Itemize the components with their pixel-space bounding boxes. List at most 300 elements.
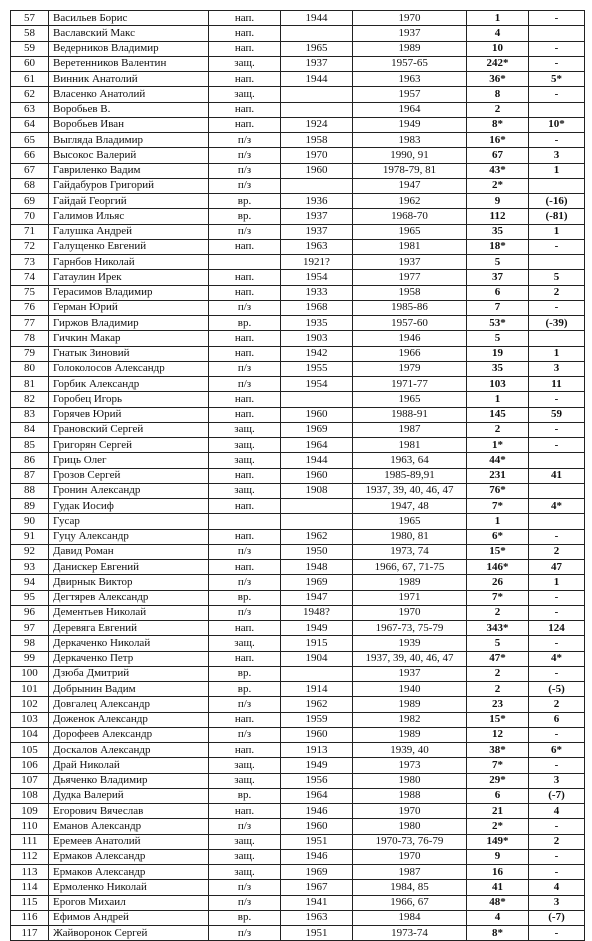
birth-year-cell: 1959 xyxy=(281,712,353,727)
position-cell: нап. xyxy=(209,11,281,26)
table-row xyxy=(11,255,585,270)
row-number-cell: 70 xyxy=(11,209,49,224)
seasons-cell: 1966, 67, 71-75 xyxy=(353,560,467,575)
seasons-cell: 1981 xyxy=(353,438,467,453)
seasons-cell: 1980, 81 xyxy=(353,529,467,544)
player-name-cell: Васильев Борис xyxy=(49,11,209,26)
position-cell: защ. xyxy=(209,849,281,864)
seasons-cell: 1985-86 xyxy=(353,300,467,315)
player-name-cell: Герман Юрий xyxy=(49,300,209,315)
table-row xyxy=(11,605,585,620)
goals-cell xyxy=(529,514,585,529)
position-cell: п/з xyxy=(209,895,281,910)
row-number-cell: 113 xyxy=(11,865,49,880)
birth-year-cell: 1955 xyxy=(281,361,353,376)
goals-cell xyxy=(529,255,585,270)
player-name-cell: Ведерников Владимир xyxy=(49,41,209,56)
goals-cell: - xyxy=(529,819,585,834)
games-cell: 21 xyxy=(467,804,529,819)
seasons-cell: 1977 xyxy=(353,270,467,285)
seasons-cell: 1970-73, 76-79 xyxy=(353,834,467,849)
seasons-cell: 1939, 40 xyxy=(353,743,467,758)
position-cell: п/з xyxy=(209,819,281,834)
player-name-cell: Доскалов Александр xyxy=(49,743,209,758)
row-number-cell: 77 xyxy=(11,316,49,331)
player-name-cell: Довгалец Александр xyxy=(49,697,209,712)
position-cell: защ. xyxy=(209,834,281,849)
player-name-cell: Галушка Андрей xyxy=(49,224,209,239)
birth-year-cell: 1948? xyxy=(281,605,353,620)
birth-year-cell: 1963 xyxy=(281,910,353,925)
player-name-cell: Власенко Анатолий xyxy=(49,87,209,102)
row-number-cell: 58 xyxy=(11,26,49,41)
player-name-cell: Григорян Сергей xyxy=(49,438,209,453)
games-cell: 6 xyxy=(467,788,529,803)
row-number-cell: 92 xyxy=(11,544,49,559)
position-cell: нап. xyxy=(209,270,281,285)
row-number-cell: 95 xyxy=(11,590,49,605)
row-number-cell: 106 xyxy=(11,758,49,773)
birth-year-cell: 1947 xyxy=(281,590,353,605)
table-row xyxy=(11,133,585,148)
goals-cell: 3 xyxy=(529,361,585,376)
player-name-cell: Гиржов Владимир xyxy=(49,316,209,331)
games-cell: 5 xyxy=(467,636,529,651)
games-cell: 48* xyxy=(467,895,529,910)
row-number-cell: 78 xyxy=(11,331,49,346)
birth-year-cell: 1936 xyxy=(281,194,353,209)
games-cell: 16 xyxy=(467,865,529,880)
row-number-cell: 57 xyxy=(11,11,49,26)
goals-cell: 2 xyxy=(529,544,585,559)
games-cell: 10 xyxy=(467,41,529,56)
row-number-cell: 65 xyxy=(11,133,49,148)
games-cell: 9 xyxy=(467,194,529,209)
birth-year-cell xyxy=(281,178,353,193)
position-cell: защ. xyxy=(209,438,281,453)
player-name-cell: Воробьев Иван xyxy=(49,117,209,132)
birth-year-cell: 1937 xyxy=(281,56,353,71)
birth-year-cell: 1933 xyxy=(281,285,353,300)
seasons-cell: 1937 xyxy=(353,26,467,41)
row-number-cell: 66 xyxy=(11,148,49,163)
goals-cell xyxy=(529,26,585,41)
player-name-cell: Гарнбов Николай xyxy=(49,255,209,270)
games-cell: 37 xyxy=(467,270,529,285)
goals-cell: - xyxy=(529,56,585,71)
seasons-cell: 1947, 48 xyxy=(353,499,467,514)
seasons-cell: 1989 xyxy=(353,41,467,56)
birth-year-cell: 1956 xyxy=(281,773,353,788)
table-row xyxy=(11,834,585,849)
birth-year-cell: 1908 xyxy=(281,483,353,498)
games-cell: 23 xyxy=(467,697,529,712)
position-cell xyxy=(209,255,281,270)
games-cell: 15* xyxy=(467,712,529,727)
birth-year-cell: 1960 xyxy=(281,407,353,422)
table-row xyxy=(11,41,585,56)
goals-cell: 3 xyxy=(529,148,585,163)
games-cell: 2* xyxy=(467,819,529,834)
seasons-cell: 1987 xyxy=(353,865,467,880)
table-row xyxy=(11,102,585,117)
birth-year-cell: 1962 xyxy=(281,529,353,544)
row-number-cell: 101 xyxy=(11,682,49,697)
table-row xyxy=(11,438,585,453)
table-row xyxy=(11,392,585,407)
goals-cell: 2 xyxy=(529,285,585,300)
games-cell: 2 xyxy=(467,682,529,697)
table-row xyxy=(11,575,585,590)
goals-cell: 47 xyxy=(529,560,585,575)
player-name-cell: Гичкин Макар xyxy=(49,331,209,346)
goals-cell: - xyxy=(529,758,585,773)
games-cell: 149* xyxy=(467,834,529,849)
position-cell: вр. xyxy=(209,682,281,697)
birth-year-cell: 1969 xyxy=(281,865,353,880)
position-cell: п/з xyxy=(209,224,281,239)
table-row xyxy=(11,270,585,285)
goals-cell: (-16) xyxy=(529,194,585,209)
table-row xyxy=(11,11,585,26)
player-name-cell: Жайворонок Сергей xyxy=(49,926,209,941)
birth-year-cell: 1951 xyxy=(281,926,353,941)
position-cell: нап. xyxy=(209,712,281,727)
seasons-cell: 1967-73, 75-79 xyxy=(353,621,467,636)
player-name-cell: Ермоленко Николай xyxy=(49,880,209,895)
birth-year-cell: 1960 xyxy=(281,727,353,742)
row-number-cell: 91 xyxy=(11,529,49,544)
position-cell: нап. xyxy=(209,499,281,514)
goals-cell xyxy=(529,178,585,193)
games-cell: 41 xyxy=(467,880,529,895)
games-cell: 112 xyxy=(467,209,529,224)
player-name-cell: Гнатык Зиновий xyxy=(49,346,209,361)
birth-year-cell: 1950 xyxy=(281,544,353,559)
row-number-cell: 96 xyxy=(11,605,49,620)
row-number-cell: 86 xyxy=(11,453,49,468)
goals-cell: - xyxy=(529,727,585,742)
goals-cell: 4 xyxy=(529,880,585,895)
player-name-cell: Гриць Олег xyxy=(49,453,209,468)
table-row xyxy=(11,26,585,41)
seasons-cell: 1973 xyxy=(353,758,467,773)
row-number-cell: 93 xyxy=(11,560,49,575)
table-row xyxy=(11,910,585,925)
goals-cell: - xyxy=(529,133,585,148)
games-cell: 29* xyxy=(467,773,529,788)
row-number-cell: 69 xyxy=(11,194,49,209)
position-cell: вр. xyxy=(209,316,281,331)
birth-year-cell: 1969 xyxy=(281,422,353,437)
games-cell: 146* xyxy=(467,560,529,575)
table-row xyxy=(11,651,585,666)
row-number-cell: 102 xyxy=(11,697,49,712)
birth-year-cell: 1924 xyxy=(281,117,353,132)
games-cell: 15* xyxy=(467,544,529,559)
games-cell: 36* xyxy=(467,72,529,87)
position-cell: п/з xyxy=(209,133,281,148)
birth-year-cell: 1948 xyxy=(281,560,353,575)
table-row xyxy=(11,72,585,87)
player-rows xyxy=(11,11,585,941)
birth-year-cell: 1944 xyxy=(281,72,353,87)
table-row xyxy=(11,865,585,880)
table-row xyxy=(11,361,585,376)
position-cell: защ. xyxy=(209,422,281,437)
goals-cell: - xyxy=(529,590,585,605)
player-name-cell: Данискер Евгений xyxy=(49,560,209,575)
position-cell: п/з xyxy=(209,697,281,712)
row-number-cell: 85 xyxy=(11,438,49,453)
goals-cell: - xyxy=(529,11,585,26)
birth-year-cell: 1942 xyxy=(281,346,353,361)
position-cell: п/з xyxy=(209,575,281,590)
table-row xyxy=(11,148,585,163)
row-number-cell: 112 xyxy=(11,849,49,864)
row-number-cell: 60 xyxy=(11,56,49,71)
birth-year-cell xyxy=(281,392,353,407)
birth-year-cell: 1962 xyxy=(281,697,353,712)
goals-cell: 11 xyxy=(529,377,585,392)
row-number-cell: 97 xyxy=(11,621,49,636)
player-name-cell: Егорович Вячеслав xyxy=(49,804,209,819)
position-cell: нап. xyxy=(209,41,281,56)
player-name-cell: Еманов Александр xyxy=(49,819,209,834)
position-cell: вр. xyxy=(209,590,281,605)
player-name-cell: Винник Анатолий xyxy=(49,72,209,87)
position-cell: п/з xyxy=(209,163,281,178)
goals-cell: 1 xyxy=(529,224,585,239)
goals-cell: 5* xyxy=(529,72,585,87)
table-row xyxy=(11,209,585,224)
goals-cell xyxy=(529,453,585,468)
row-number-cell: 115 xyxy=(11,895,49,910)
goals-cell: 4* xyxy=(529,651,585,666)
seasons-cell: 1946 xyxy=(353,331,467,346)
games-cell: 103 xyxy=(467,377,529,392)
seasons-cell: 1989 xyxy=(353,727,467,742)
birth-year-cell xyxy=(281,102,353,117)
player-name-cell: Дорофеев Александр xyxy=(49,727,209,742)
position-cell: п/з xyxy=(209,880,281,895)
table-row xyxy=(11,819,585,834)
table-row xyxy=(11,788,585,803)
player-name-cell: Драй Николай xyxy=(49,758,209,773)
birth-year-cell: 1954 xyxy=(281,270,353,285)
position-cell: нап. xyxy=(209,346,281,361)
birth-year-cell: 1963 xyxy=(281,239,353,254)
goals-cell xyxy=(529,102,585,117)
seasons-cell: 1989 xyxy=(353,697,467,712)
player-name-cell: Доженок Александр xyxy=(49,712,209,727)
seasons-cell: 1957-65 xyxy=(353,56,467,71)
seasons-cell: 1965 xyxy=(353,224,467,239)
games-cell: 1 xyxy=(467,514,529,529)
row-number-cell: 114 xyxy=(11,880,49,895)
position-cell: нап. xyxy=(209,560,281,575)
goals-cell: 2 xyxy=(529,697,585,712)
games-cell: 5 xyxy=(467,331,529,346)
position-cell: защ. xyxy=(209,56,281,71)
row-number-cell: 74 xyxy=(11,270,49,285)
seasons-cell: 1964 xyxy=(353,102,467,117)
position-cell: п/з xyxy=(209,727,281,742)
birth-year-cell: 1954 xyxy=(281,377,353,392)
position-cell: нап. xyxy=(209,651,281,666)
games-cell: 4 xyxy=(467,26,529,41)
position-cell: вр. xyxy=(209,194,281,209)
table-row xyxy=(11,804,585,819)
table-row xyxy=(11,331,585,346)
seasons-cell: 1970 xyxy=(353,605,467,620)
birth-year-cell: 1903 xyxy=(281,331,353,346)
games-cell: 7 xyxy=(467,300,529,315)
table-row xyxy=(11,743,585,758)
position-cell: нап. xyxy=(209,529,281,544)
birth-year-cell: 1964 xyxy=(281,438,353,453)
table-row xyxy=(11,163,585,178)
table-row xyxy=(11,682,585,697)
player-name-cell: Выгляда Владимир xyxy=(49,133,209,148)
player-name-cell: Дегтярев Александр xyxy=(49,590,209,605)
seasons-cell: 1937 xyxy=(353,255,467,270)
games-cell: 2* xyxy=(467,178,529,193)
table-row xyxy=(11,422,585,437)
goals-cell: 5 xyxy=(529,270,585,285)
player-name-cell: Воробьев В. xyxy=(49,102,209,117)
position-cell xyxy=(209,514,281,529)
row-number-cell: 88 xyxy=(11,483,49,498)
birth-year-cell: 1949 xyxy=(281,758,353,773)
goals-cell: 59 xyxy=(529,407,585,422)
games-cell: 145 xyxy=(467,407,529,422)
row-number-cell: 67 xyxy=(11,163,49,178)
player-name-cell: Горбик Александр xyxy=(49,377,209,392)
table-row xyxy=(11,316,585,331)
row-number-cell: 117 xyxy=(11,926,49,941)
seasons-cell: 1984, 85 xyxy=(353,880,467,895)
goals-cell: (-7) xyxy=(529,788,585,803)
row-number-cell: 94 xyxy=(11,575,49,590)
birth-year-cell xyxy=(281,666,353,681)
position-cell: вр. xyxy=(209,788,281,803)
position-cell: нап. xyxy=(209,804,281,819)
table-row xyxy=(11,666,585,681)
games-cell: 9 xyxy=(467,849,529,864)
goals-cell: (-7) xyxy=(529,910,585,925)
table-row xyxy=(11,895,585,910)
goals-cell: 6* xyxy=(529,743,585,758)
position-cell: защ. xyxy=(209,758,281,773)
player-name-cell: Грановский Сергей xyxy=(49,422,209,437)
player-name-cell: Дудка Валерий xyxy=(49,788,209,803)
table-row xyxy=(11,880,585,895)
row-number-cell: 59 xyxy=(11,41,49,56)
games-cell: 4 xyxy=(467,910,529,925)
position-cell: защ. xyxy=(209,453,281,468)
seasons-cell: 1940 xyxy=(353,682,467,697)
table-row xyxy=(11,727,585,742)
table-row xyxy=(11,697,585,712)
player-name-cell: Добрынин Вадим xyxy=(49,682,209,697)
player-name-cell: Высокос Валерий xyxy=(49,148,209,163)
seasons-cell: 1965 xyxy=(353,514,467,529)
games-cell: 2 xyxy=(467,422,529,437)
goals-cell: 6 xyxy=(529,712,585,727)
position-cell: п/з xyxy=(209,544,281,559)
position-cell: вр. xyxy=(209,209,281,224)
player-name-cell: Гусар xyxy=(49,514,209,529)
seasons-cell: 1962 xyxy=(353,194,467,209)
player-name-cell: Галимов Ильяс xyxy=(49,209,209,224)
birth-year-cell: 1964 xyxy=(281,788,353,803)
table-row xyxy=(11,224,585,239)
player-name-cell: Дзюба Дмитрий xyxy=(49,666,209,681)
player-name-cell: Гронин Александр xyxy=(49,483,209,498)
table-row xyxy=(11,636,585,651)
games-cell: 53* xyxy=(467,316,529,331)
player-name-cell: Грозов Сергей xyxy=(49,468,209,483)
games-cell: 18* xyxy=(467,239,529,254)
seasons-cell: 1957 xyxy=(353,87,467,102)
goals-cell: - xyxy=(529,636,585,651)
player-name-cell: Веретенников Валентин xyxy=(49,56,209,71)
seasons-cell: 1982 xyxy=(353,712,467,727)
birth-year-cell: 1960 xyxy=(281,819,353,834)
player-name-cell: Герасимов Владимир xyxy=(49,285,209,300)
goals-cell: 3 xyxy=(529,895,585,910)
birth-year-cell: 1949 xyxy=(281,621,353,636)
games-cell: 6 xyxy=(467,285,529,300)
goals-cell: 1 xyxy=(529,575,585,590)
table-row xyxy=(11,117,585,132)
seasons-cell: 1983 xyxy=(353,133,467,148)
goals-cell xyxy=(529,331,585,346)
birth-year-cell: 1960 xyxy=(281,163,353,178)
table-row xyxy=(11,453,585,468)
position-cell: п/з xyxy=(209,300,281,315)
goals-cell: - xyxy=(529,865,585,880)
games-cell: 5 xyxy=(467,255,529,270)
table-row xyxy=(11,483,585,498)
games-cell: 231 xyxy=(467,468,529,483)
table-row xyxy=(11,377,585,392)
seasons-cell: 1949 xyxy=(353,117,467,132)
seasons-cell: 1981 xyxy=(353,239,467,254)
birth-year-cell: 1937 xyxy=(281,209,353,224)
games-cell: 38* xyxy=(467,743,529,758)
player-register-page xyxy=(10,10,585,941)
table-row xyxy=(11,621,585,636)
goals-cell: - xyxy=(529,392,585,407)
games-cell: 1 xyxy=(467,392,529,407)
seasons-cell: 1937, 39, 40, 46, 47 xyxy=(353,651,467,666)
seasons-cell: 1970 xyxy=(353,804,467,819)
birth-year-cell: 1937 xyxy=(281,224,353,239)
row-number-cell: 64 xyxy=(11,117,49,132)
position-cell: вр. xyxy=(209,666,281,681)
games-cell: 8* xyxy=(467,117,529,132)
seasons-cell: 1987 xyxy=(353,422,467,437)
row-number-cell: 104 xyxy=(11,727,49,742)
position-cell: защ. xyxy=(209,87,281,102)
table-row xyxy=(11,346,585,361)
seasons-cell: 1970 xyxy=(353,849,467,864)
table-row xyxy=(11,407,585,422)
seasons-cell: 1939 xyxy=(353,636,467,651)
games-cell: 7* xyxy=(467,499,529,514)
